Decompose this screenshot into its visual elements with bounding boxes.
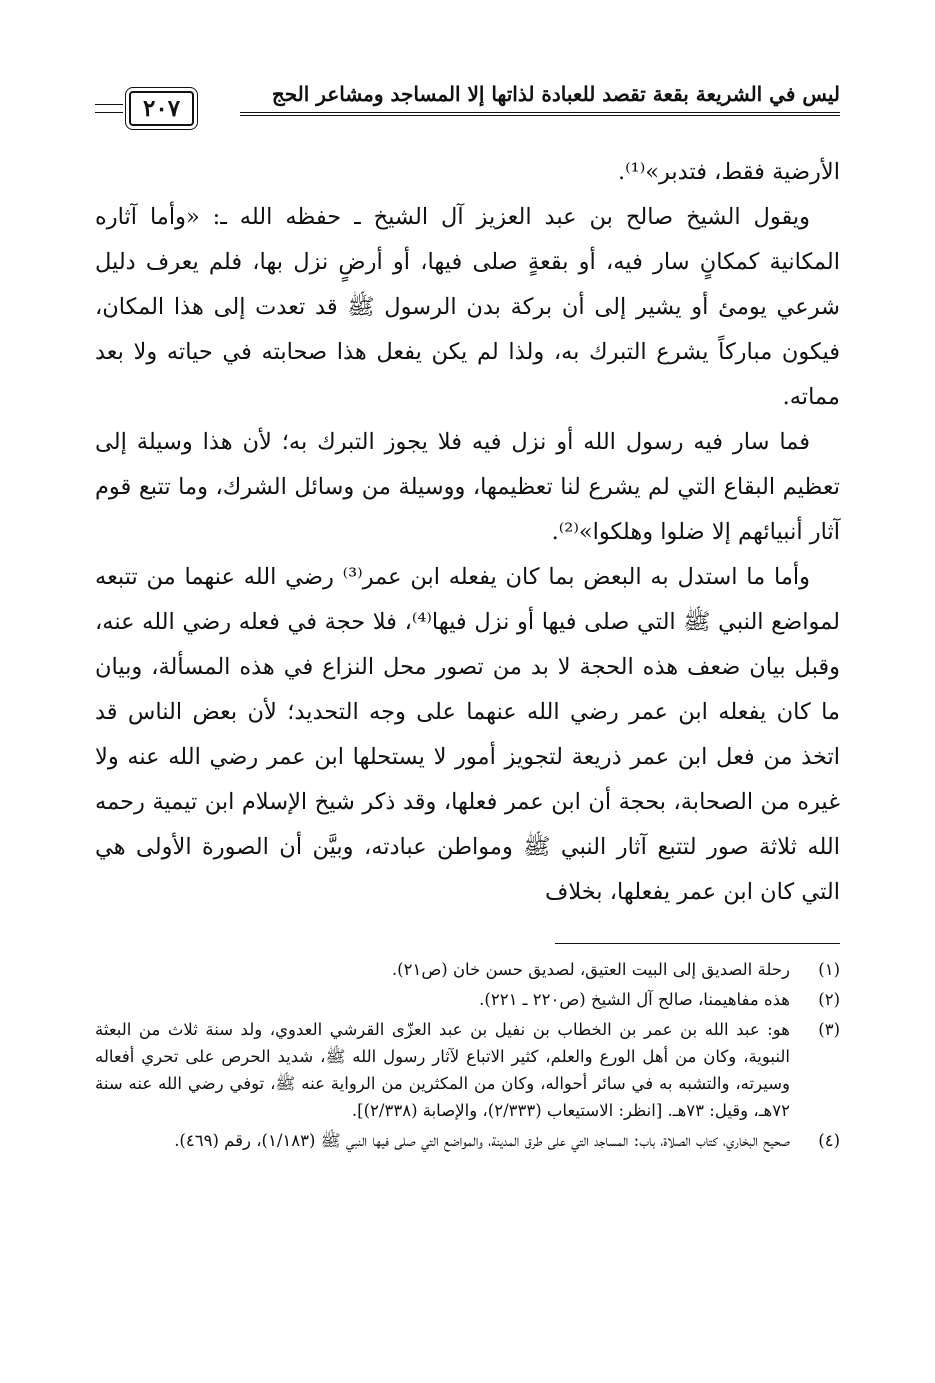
footnote-text: رحلة الصديق إلى البيت العتيق، لصديق حسن خان (ص٢١). — [391, 960, 790, 979]
paragraph: ويقول الشيخ صالح بن عبد العزيز آل الشيخ ـ حفظه الله ـ: «وأما آثاره المكانية كمكانٍ سار فيه، أو بقعةٍ صلى فيها، أو أرضٍ نزل بها، فلم يعرف دليل شرعي يومئ أو يشير إلى أن بركة بدن الرسول ﷺ قد تعدت إلى هذا المكان، فيكون مباركاً يشرع التبرك به، ولذا لم يكن يفعل هذا صحابته في حياته ولا بعد مماته. — [95, 204, 840, 410]
footnote-text: صحيح البخاري، كتاب الصلاة، باب: المساجد التي على طرق المدينة، والمواضع التي صلى فيها النبي ﷺ (١/١٨٣)، رقم (٤٦٩). — [174, 1131, 790, 1150]
decorative-lines-left — [95, 104, 123, 113]
footnote-number: (٤) — [818, 1131, 840, 1150]
footnote — [95, 1127, 840, 1154]
footnote-separator — [555, 943, 840, 944]
running-title: ليس في الشريعة بقعة تقصد للعبادة لذاتها إلا المساجد ومشاعر الحج — [271, 82, 840, 106]
footnote — [95, 986, 840, 1013]
footnote-number: (٢) — [818, 990, 840, 1009]
footnote-text: هو: عبد الله بن عمر بن الخطاب بن نفيل بن عبد العزّى القرشي العدوي، ولد سنة ثلاث من البعثة النبوية، وكان من أهل الورع والعلم، كثير الاتباع لآثار رسول الله ﷺ، شديد الحرص على تحري أفعاله وسيرته، والتشبه به في سائر أحواله، وكان من المكثرين من الرواية عنه ﷺ، توفي رضي الله عنه سنة ٧٢هـ، وقيل: ٧٣هـ. [انظر: الاستيعاب (٢/٣٣٣)، والإصابة (٢/٣٣٨)]. — [95, 1020, 790, 1120]
page-number-frame — [95, 91, 200, 126]
footnote-number: (٣) — [818, 1020, 840, 1039]
main-text — [95, 150, 840, 915]
book-page — [95, 60, 840, 1157]
header-rule — [240, 112, 840, 116]
footnotes — [95, 956, 840, 1154]
footnote — [95, 1016, 840, 1124]
page-number: ٢٠٧ — [129, 91, 194, 126]
footnote-number: (١) — [818, 960, 840, 979]
paragraph: وأما ما استدل به البعض بما كان يفعله ابن عمر⁽³⁾ رضي الله عنهما من تتبعه لمواضع النبي ﷺ التي صلى فيها أو نزل فيها⁽⁴⁾، فلا حجة في فعله رضي الله عنه، وقبل بيان ضعف هذه الحجة لا بد من تصور محل النزاع في هذه المسألة، وبيان ما كان يفعله ابن عمر رضي الله عنهما على وجه التحديد؛ لأن بعض الناس قد اتخذ من فعل ابن عمر ذريعة لتجويز أمور لا يستحلها ابن عمر رضي الله عنه ولا غيره من الصحابة، بحجة أن ابن عمر فعلها، وقد ذكر شيخ الإسلام ابن تيمية رحمه الله ثلاثة صور لتتبع آثار النبي ﷺ ومواطن عبادته، وبيَّن أن الصورة الأولى هي التي كان ابن عمر يفعلها، بخلاف — [95, 564, 840, 905]
paragraph: الأرضية فقط، فتدبر»⁽¹⁾. — [617, 159, 840, 185]
footnote — [95, 956, 840, 983]
paragraph: فما سار فيه رسول الله أو نزل فيه فلا يجوز التبرك به؛ لأن هذا وسيلة إلى تعظيم البقاع التي لم يشرع لنا تعظيمها، ووسيلة من وسائل الشرك، وما تتبع قوم آثار أنبيائهم إلا ضلوا وهلكوا»⁽²⁾. — [95, 429, 840, 545]
page-header — [95, 60, 840, 120]
footnote-text: هذه مفاهيمنا، صالح آل الشيخ (ص٢٢٠ ـ ٢٢١). — [479, 990, 790, 1009]
